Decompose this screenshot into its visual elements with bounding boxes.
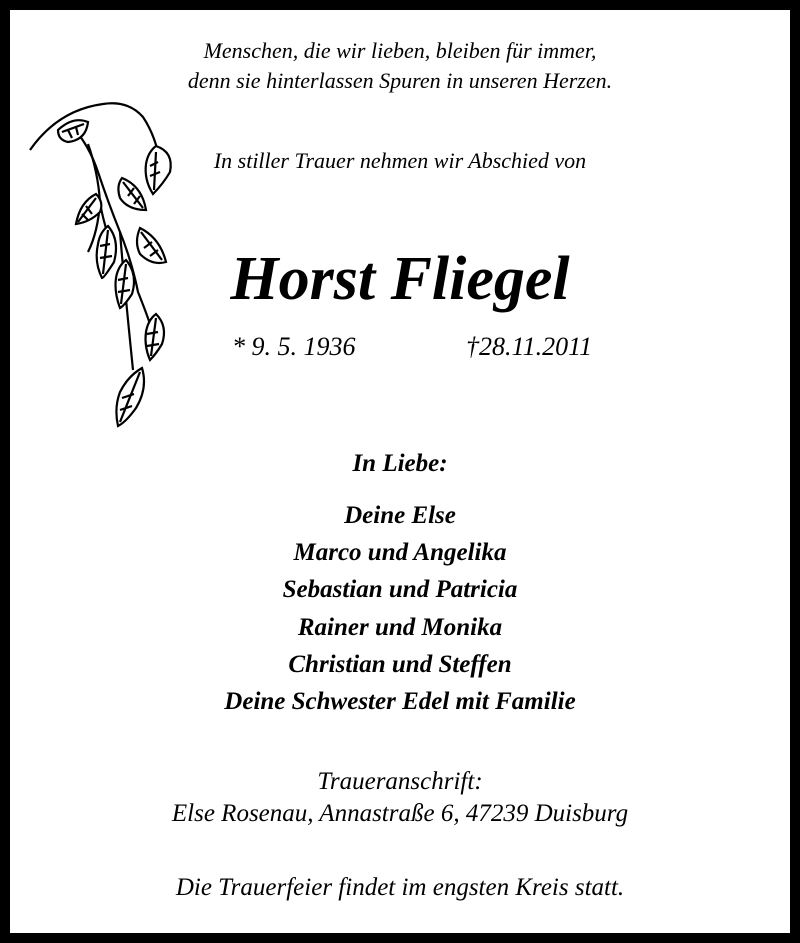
deceased-name: Horst Fliegel — [230, 245, 570, 313]
address-label: Traueranschrift: — [317, 768, 483, 795]
mourner-name: Deine Schwester Edel mit Familie — [224, 688, 576, 715]
quote-line-2: denn sie hinterlassen Spuren in unseren Herzen. — [187, 68, 613, 93]
quote-line-1: Menschen, die wir lieben, bleiben für immer, — [203, 38, 597, 63]
mourner-name: Marco und Angelika — [293, 539, 507, 566]
mourners-heading: In Liebe: — [352, 450, 448, 477]
address-value: Else Rosenau, Annastraße 6, 47239 Duisburg — [171, 800, 629, 827]
obituary-card — [10, 10, 790, 933]
intro-text: In stiller Trauer nehmen wir Abschied von — [213, 148, 587, 173]
death-date: †28.11.2011 — [466, 332, 593, 361]
mourner-name: Rainer und Monika — [297, 614, 503, 641]
mourner-name: Christian und Steffen — [288, 651, 512, 678]
mourner-name: Sebastian und Patricia — [282, 576, 518, 603]
closing-note: Die Trauerfeier findet im engsten Kreis statt. — [175, 874, 625, 901]
mourner-name: Deine Else — [344, 502, 456, 529]
birth-date: * 9. 5. 1936 — [232, 332, 356, 361]
